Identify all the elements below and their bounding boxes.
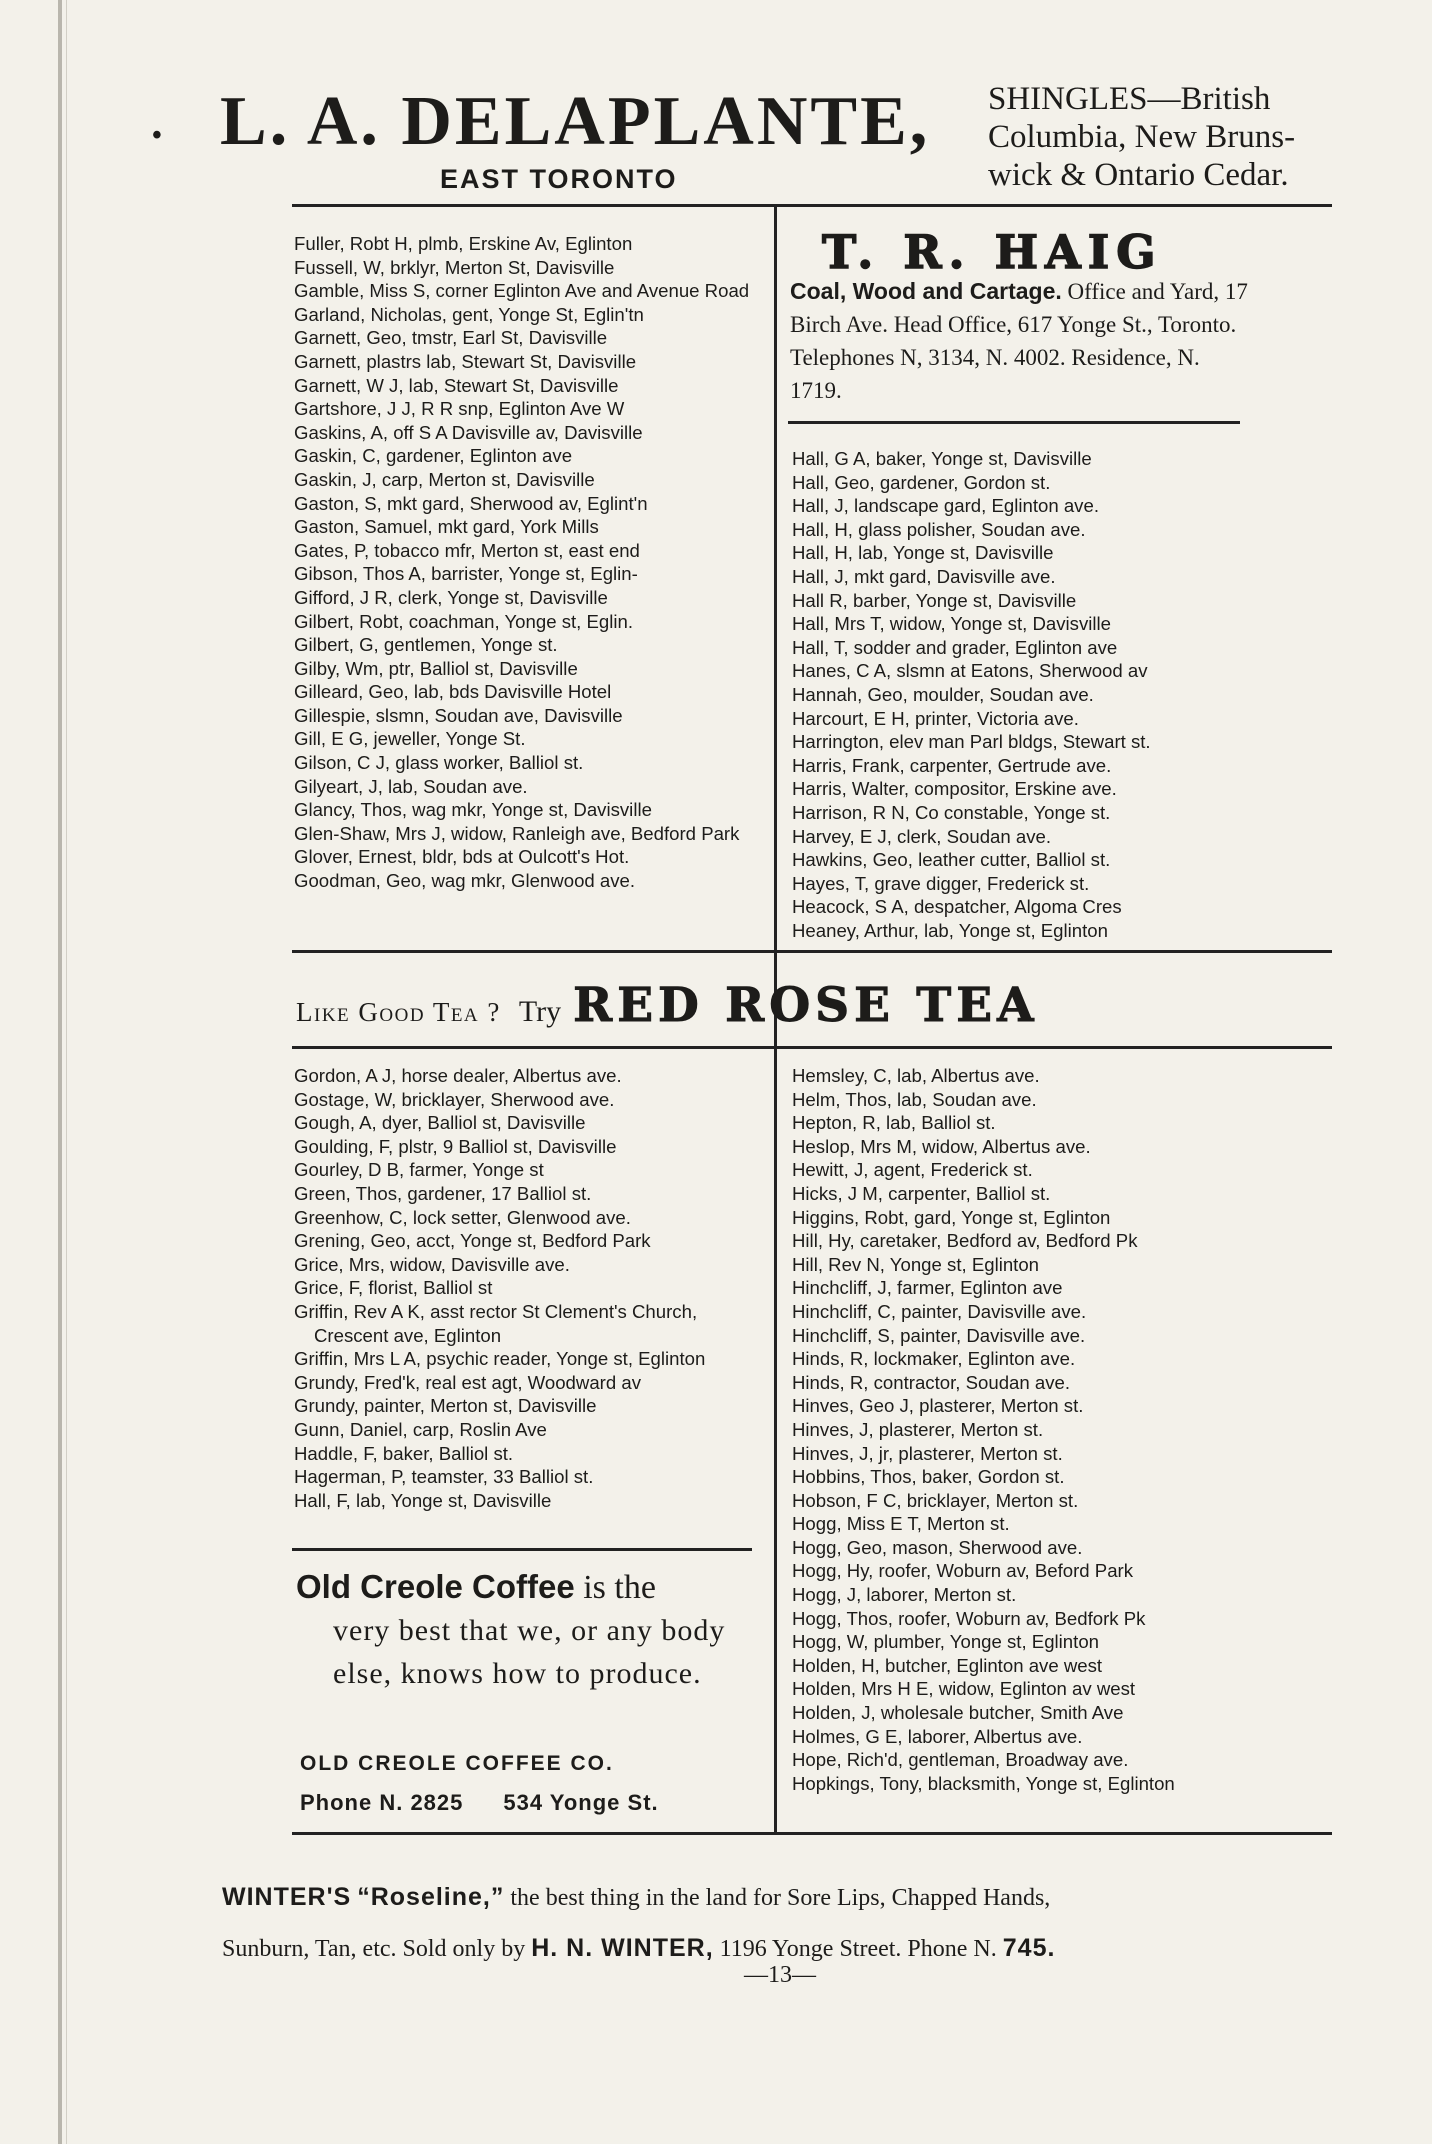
directory-entry: Heacock, S A, despatcher, Algoma Cres — [792, 896, 1122, 918]
tea-ad-try: Try — [518, 995, 562, 1028]
shingles-ad-line: wick & Ontario Cedar. — [988, 157, 1289, 193]
advertiser-name: L. A. DELAPLANTE, — [220, 83, 931, 160]
directory-entry: Gilbert, Robt, coachman, Yonge st, Eglin. — [294, 610, 634, 632]
advertiser-location: EAST TORONTO — [440, 164, 678, 194]
directory-entry: Grice, F, florist, Balliol st — [294, 1277, 493, 1299]
directory-entry: Hogg, W, plumber, Yonge st, Eglinton — [792, 1631, 1099, 1653]
directory-column-right-top — [792, 447, 1252, 942]
directory-entry: Hannah, Geo, moulder, Soudan ave. — [792, 683, 1094, 705]
directory-entry: Fuller, Robt H, plmb, Erskine Av, Eglinton — [294, 233, 633, 254]
directory-entry: Hogg, Thos, roofer, Woburn av, Bedfork Pk — [792, 1607, 1146, 1629]
directory-entry: Hill, Rev N, Yonge st, Eglinton — [792, 1253, 1040, 1275]
directory-entry: Gilbert, G, gentlemen, Yonge st. — [294, 634, 558, 656]
directory-entry: Hall, F, lab, Yonge st, Davisville — [294, 1489, 552, 1511]
directory-entry: Hinchcliff, S, painter, Davisville ave. — [792, 1324, 1086, 1346]
directory-entry: Heslop, Mrs M, widow, Albertus ave. — [792, 1135, 1091, 1157]
directory-entry: Hogg, Geo, mason, Sherwood ave. — [792, 1536, 1083, 1558]
directory-entry: Hall R, barber, Yonge st, Davisville — [792, 589, 1077, 611]
directory-entry: Gaskin, J, carp, Merton st, Davisville — [294, 468, 595, 490]
directory-entry: Gifford, J R, clerk, Yonge st, Davisville — [294, 586, 608, 608]
creole-ad-phone: Phone N. 2825 — [300, 1790, 464, 1815]
directory-entry: Holden, Mrs H E, widow, Eglinton av west — [792, 1678, 1136, 1700]
directory-entry: Griffin, Mrs L A, psychic reader, Yonge st, Eglinton — [294, 1348, 706, 1370]
creole-ad-address: 534 Yonge St. — [503, 1790, 659, 1815]
directory-entry: Garnett, plastrs lab, Stewart St, Davisville — [294, 350, 637, 372]
shingles-ad — [988, 80, 1368, 194]
directory-entry: Gilyeart, J, lab, Soudan ave. — [294, 775, 528, 797]
creole-ad-rule — [292, 1548, 752, 1551]
directory-entry: Hicks, J M, carpenter, Balliol st. — [792, 1182, 1051, 1204]
tea-ad-brand: RED ROSE TEA — [573, 978, 1039, 1033]
directory-entry: Hill, Hy, caretaker, Bedford av, Bedford Pk — [792, 1230, 1138, 1252]
directory-column-left-top — [294, 232, 764, 893]
haig-ad-text: Office and Yard, 17 Birch Ave. Head Office, 617 Yonge St., Toronto. Telephones N, 3134, N. 4002. Residence, N. 1719. — [790, 279, 1248, 403]
winter-ad-product: “Roseline,” — [357, 1883, 505, 1911]
creole-ad-headline — [296, 1565, 656, 1610]
directory-entry: Harrison, R N, Co constable, Yonge st. — [792, 801, 1111, 823]
directory-entry: Hall, J, landscape gard, Eglinton ave. — [792, 495, 1099, 517]
directory-entry: Gartshore, J J, R R snp, Eglinton Ave W — [294, 398, 625, 420]
directory-entry: Grundy, Fred'k, real est agt, Woodward av — [294, 1371, 641, 1393]
directory-entry: Harcourt, E H, printer, Victoria ave. — [792, 707, 1079, 729]
directory-entry: Gough, A, dyer, Balliol st, Davisville — [294, 1112, 586, 1134]
tea-ad-bottom-rule — [292, 1046, 1332, 1049]
directory-entry: Gilson, C J, glass worker, Balliol st. — [294, 752, 584, 774]
directory-entry: Hall, J, mkt gard, Davisville ave. — [792, 565, 1056, 587]
directory-entry: Hepton, R, lab, Balliol st. — [792, 1112, 996, 1134]
directory-entry: Hall, H, glass polisher, Soudan ave. — [792, 518, 1086, 540]
page-binding-line — [66, 0, 67, 2144]
directory-entry: Gostage, W, bricklayer, Sherwood ave. — [294, 1088, 615, 1110]
directory-entry: Gaston, Samuel, mkt gard, York Mills — [294, 516, 599, 538]
directory-entry: Harris, Frank, carpenter, Gertrude ave. — [792, 754, 1112, 776]
directory-entry: Greenhow, C, lock setter, Glenwood ave. — [294, 1206, 631, 1228]
directory-column-left-bottom — [294, 1064, 764, 1512]
creole-ad-brand: Old Creole Coffee — [296, 1568, 575, 1605]
shingles-ad-line: SHINGLES—British — [988, 81, 1271, 117]
haig-ad-rule — [788, 421, 1240, 424]
directory-entry: Hogg, Miss E T, Merton st. — [792, 1513, 1010, 1535]
winter-ad-phone: 745. — [1002, 1934, 1056, 1962]
directory-column-right-bottom — [792, 1064, 1252, 1795]
directory-entry: Grice, Mrs, widow, Davisville ave. — [294, 1253, 570, 1275]
winter-ad-brand: WINTER'S — [222, 1883, 352, 1911]
directory-entry: Harvey, E J, clerk, Soudan ave. — [792, 825, 1052, 847]
directory-entry: Hinves, J, jr, plasterer, Merton st. — [792, 1442, 1063, 1464]
directory-entry: Hinves, Geo J, plasterer, Merton st. — [792, 1395, 1084, 1417]
directory-entry: Gordon, A J, horse dealer, Albertus ave. — [294, 1065, 622, 1086]
directory-entry: Hagerman, P, teamster, 33 Balliol st. — [294, 1466, 594, 1488]
directory-entry: Hanes, C A, slsmn at Eatons, Sherwood av — [792, 660, 1148, 682]
directory-entry: Gourley, D B, farmer, Yonge st — [294, 1159, 544, 1181]
tea-ad — [296, 978, 1039, 1033]
directory-entry: Helm, Thos, lab, Soudan ave. — [792, 1088, 1037, 1110]
directory-entry: Hinchcliff, J, farmer, Eglinton ave — [792, 1277, 1063, 1299]
directory-entry: Garnett, W J, lab, Stewart St, Davisville — [294, 374, 619, 396]
directory-entry: Hall, Geo, gardener, Gordon st. — [792, 471, 1051, 493]
winter-ad-seller: H. N. WINTER, — [531, 1934, 714, 1962]
directory-entry: Glancy, Thos, wag mkr, Yonge st, Davisville — [294, 799, 652, 821]
tea-ad-top-rule — [292, 950, 1332, 953]
directory-entry: Gaskins, A, off S A Davisville av, Davisville — [294, 421, 643, 443]
tea-ad-lead: Like Good Tea ? — [296, 997, 501, 1027]
winter-ad-text: the best thing in the land for Sore Lips, Chapped Hands, — [510, 1885, 1051, 1911]
page-binding-edge — [58, 0, 62, 2144]
directory-entry: Haddle, F, baker, Balliol st. — [294, 1442, 514, 1464]
directory-entry: Hinds, R, lockmaker, Eglinton ave. — [792, 1348, 1076, 1370]
footer-rule — [292, 1832, 1332, 1835]
directory-entry: Gilleard, Geo, lab, bds Davisville Hotel — [294, 681, 612, 703]
directory-entry: Hewitt, J, agent, Frederick st. — [792, 1159, 1033, 1181]
directory-entry: Holmes, G E, laborer, Albertus ave. — [792, 1725, 1083, 1747]
directory-entry: Hemsley, C, lab, Albertus ave. — [792, 1065, 1040, 1086]
directory-entry: Hawkins, Geo, leather cutter, Balliol st. — [792, 849, 1111, 871]
directory-entry: Harris, Walter, compositor, Erskine ave. — [792, 778, 1117, 800]
directory-entry: Harrington, elev man Parl bldgs, Stewart st. — [792, 731, 1151, 753]
winter-ad-text-2: Sunburn, Tan, etc. Sold only by — [222, 1936, 526, 1962]
directory-entry: Higgins, Robt, gard, Yonge st, Eglinton — [792, 1206, 1111, 1228]
winter-ad-phone-label: Phone N. — [907, 1936, 997, 1962]
header-rule — [292, 204, 1332, 207]
directory-entry: Hall, T, sodder and grader, Eglinton ave — [792, 636, 1118, 658]
haig-ad-body — [790, 275, 1250, 407]
directory-entry: Hayes, T, grave digger, Frederick st. — [792, 872, 1090, 894]
directory-entry: Hope, Rich'd, gentleman, Broadway ave. — [792, 1749, 1129, 1771]
directory-entry: Goulding, F, plstr, 9 Balliol st, Davisville — [294, 1135, 617, 1157]
winter-ad — [222, 1872, 1342, 1974]
directory-entry: Garland, Nicholas, gent, Yonge St, Eglin'tn — [294, 303, 644, 325]
directory-entry: Green, Thos, gardener, 17 Balliol st. — [294, 1182, 592, 1204]
directory-entry: Hall, Mrs T, widow, Yonge st, Davisville — [792, 613, 1111, 635]
directory-entry: Hinves, J, plasterer, Merton st. — [792, 1418, 1044, 1440]
directory-entry: Gates, P, tobacco mfr, Merton st, east end — [294, 539, 640, 561]
page-number: —13— — [744, 1962, 816, 1988]
header-bullet: • — [152, 120, 162, 151]
directory-entry: Gill, E G, jeweller, Yonge St. — [294, 728, 526, 750]
directory-entry: Hall, H, lab, Yonge st, Davisville — [792, 542, 1054, 564]
directory-entry: Fussell, W, brklyr, Merton St, Davisville — [294, 256, 615, 278]
directory-entry: Gaston, S, mkt gard, Sherwood av, Eglint'n — [294, 492, 648, 514]
directory-entry: Hogg, Hy, roofer, Woburn av, Beford Park — [792, 1560, 1134, 1582]
shingles-ad-line: Columbia, New Bruns- — [988, 119, 1296, 155]
haig-ad-title: T. R. HAIG — [822, 225, 1163, 279]
directory-entry: Hinchcliff, C, painter, Davisville ave. — [792, 1300, 1087, 1322]
creole-ad-body: very best that we, or any body else, knows how to produce. — [333, 1614, 726, 1690]
directory-entry: Garnett, Geo, tmstr, Earl St, Davisville — [294, 327, 608, 349]
directory-entry: Grundy, painter, Merton st, Davisville — [294, 1395, 597, 1417]
directory-entry: Hobson, F C, bricklayer, Merton st. — [792, 1489, 1079, 1511]
directory-entry: Hinds, R, contractor, Soudan ave. — [792, 1371, 1071, 1393]
directory-entry: Hopkings, Tony, blacksmith, Yonge st, Eglinton — [792, 1772, 1175, 1794]
directory-entry: Glen-Shaw, Mrs J, widow, Ranleigh ave, Bedford Park — [294, 822, 740, 844]
haig-ad-subtitle: Coal, Wood and Cartage. — [790, 278, 1062, 304]
creole-ad-company: OLD CREOLE COFFEE CO. — [300, 1752, 614, 1775]
directory-entry: Gaskin, C, gardener, Eglinton ave — [294, 445, 573, 467]
directory-entry: Hobbins, Thos, baker, Gordon st. — [792, 1466, 1065, 1488]
directory-entry: Holden, H, butcher, Eglinton ave west — [792, 1654, 1103, 1676]
creole-ad-tagline-start: is the — [583, 1569, 656, 1606]
directory-entry: Hogg, J, laborer, Merton st. — [792, 1584, 1017, 1606]
directory-entry: Glover, Ernest, bldr, bds at Oulcott's Hot. — [294, 846, 630, 868]
directory-entry: Heaney, Arthur, lab, Yonge st, Eglinton — [792, 919, 1108, 941]
directory-entry: Gunn, Daniel, carp, Roslin Ave — [294, 1418, 547, 1440]
directory-entry: Gilby, Wm, ptr, Balliol st, Davisville — [294, 657, 578, 679]
winter-ad-address: 1196 Yonge Street. — [719, 1936, 902, 1962]
directory-entry: Grening, Geo, acct, Yonge st, Bedford Park — [294, 1230, 651, 1252]
directory-entry: Griffin, Rev A K, asst rector St Clement's Church, Crescent ave, Eglinton — [294, 1300, 698, 1346]
creole-ad-contact — [300, 1790, 659, 1816]
directory-entry: Gillespie, slsmn, Soudan ave, Davisville — [294, 704, 623, 726]
directory-entry: Gamble, Miss S, corner Eglinton Ave and Avenue Road — [294, 280, 750, 302]
directory-entry: Gibson, Thos A, barrister, Yonge st, Eglin- — [294, 563, 638, 585]
directory-entry: Goodman, Geo, wag mkr, Glenwood ave. — [294, 870, 636, 892]
directory-entry: Holden, J, wholesale butcher, Smith Ave — [792, 1702, 1124, 1724]
directory-entry: Hall, G A, baker, Yonge st, Davisville — [792, 448, 1092, 469]
